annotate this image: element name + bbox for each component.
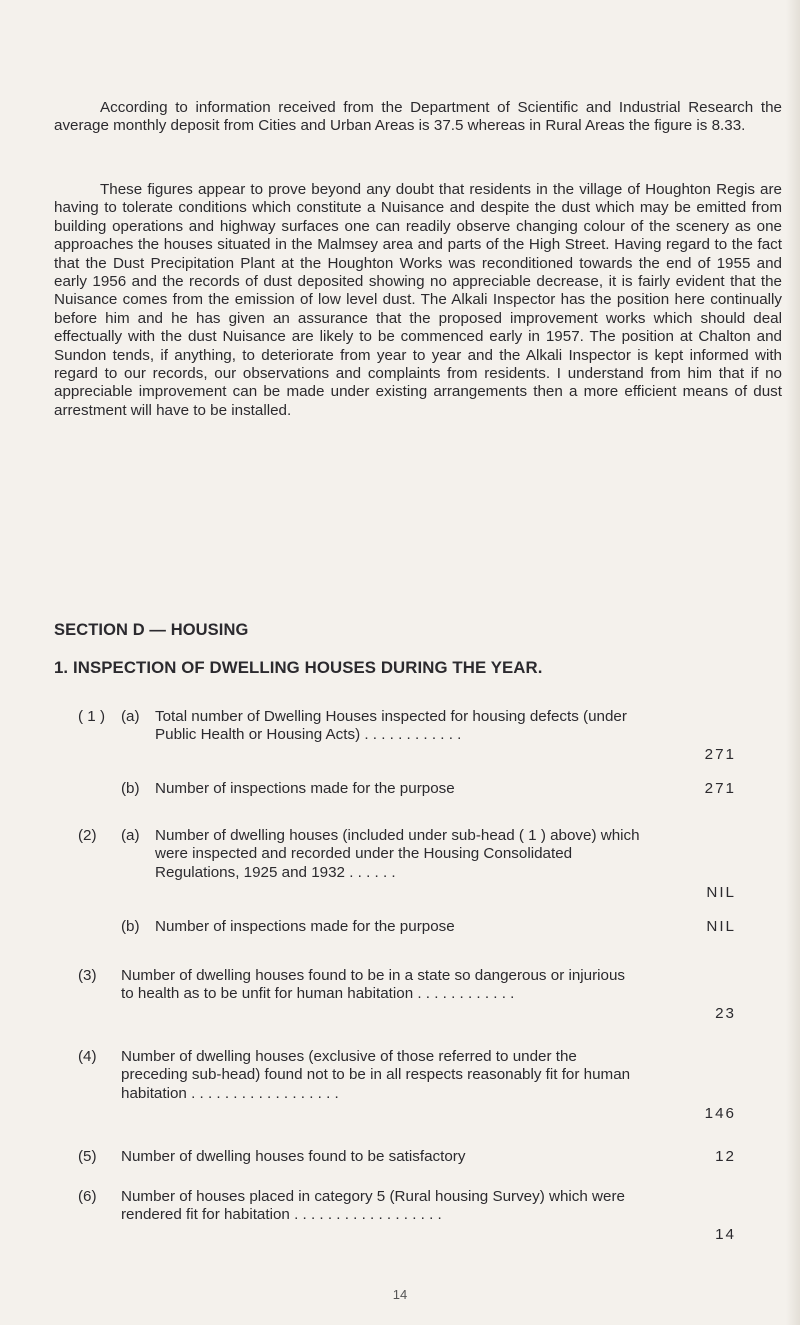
- item-text: Number of inspections made for the purpose: [155, 780, 455, 797]
- item-text: Number of houses placed in category 5 (Rural housing Survey) which were rendered fit for habitation . . . . . . . . . . . . . . . . . .: [121, 1188, 625, 1224]
- item-number: (2): [78, 827, 97, 844]
- item-value: 23: [715, 1005, 736, 1022]
- item-sublabel: (b): [121, 780, 140, 797]
- item-text: Total number of Dwelling Houses inspected for housing defects (under Public Health or Housing Acts) . . . . . . . . . . . .: [155, 708, 627, 744]
- list-item: [0, 827, 800, 907]
- item-sublabel: (b): [121, 918, 140, 935]
- item-number: (3): [78, 967, 97, 984]
- item-value: 146: [704, 1105, 736, 1122]
- item-value: 271: [704, 746, 736, 763]
- item-value: NIL: [706, 884, 736, 901]
- item-text: Number of dwelling houses (exclusive of those referred to under the preceding sub-head) found not to be in all respects reasonably fit for human habitation . . . . . . . . . . . . . . . . . .: [121, 1048, 631, 1102]
- list-item: [0, 780, 800, 800]
- list-item: [0, 967, 800, 1027]
- item-text: Number of dwelling houses found to be in a state so dangerous or injurious to health as to be unfit for human habitation . . . . . . . . . . . .: [121, 967, 626, 1003]
- item-value: 271: [704, 780, 736, 797]
- intro-paragraph-1: According to information received from the Department of Scientific and Industrial Research the average monthly deposit from Cities and Urban Areas is 37.5 whereas in Rural Areas the figure is 8.33.: [54, 99, 782, 135]
- intro-paragraph-2: These figures appear to prove beyond any doubt that residents in the village of Houghton Regis are having to tolerate conditions which constitute a Nuisance and despite the dust which may be emitted from building operations and highway surfaces one can readily observe changing colour of the scenery as one approaches the houses situated in the Malmsey area and parts of the High Street. Having regard to the fact that the Dust Precipitation Plant at the Houghton Works was reconditioned towards the end of 1955 and early 1956 and the records of dust deposited showing no appreciable decrease, it is fairly evident that the Nuisance comes from the emission of low level dust. The Alkali Inspector has the position here continually before him and he has given an assurance that the proposed improvement works which should deal effectually with the dust Nuisance are likely to be commenced early in 1957. The position at Chalton and Sundon tends, if anything, to deteriorate from year to year and the Alkali Inspector is kept informed with regard to our records, our observations and complaints from residents. I understand from him that if no appreciable improvement can be made under existing arrangements then a more efficient means of dust arrestment will have to be installed.: [54, 181, 782, 419]
- list-item: [0, 1048, 800, 1128]
- list-item: [0, 1188, 800, 1248]
- item-text: Number of inspections made for the purpose: [155, 918, 455, 935]
- item-number: (6): [78, 1188, 97, 1205]
- item-value: 12: [715, 1148, 736, 1165]
- item-number: (4): [78, 1048, 97, 1065]
- list-item: [0, 708, 800, 768]
- list-item: [0, 1148, 800, 1168]
- item-number: ( 1 ): [78, 708, 106, 725]
- subsection-heading: 1. INSPECTION OF DWELLING HOUSES DURING THE YEAR.: [54, 658, 543, 677]
- list-item: [0, 918, 800, 938]
- item-number: (5): [78, 1148, 97, 1165]
- page-number: 14: [392, 1287, 408, 1302]
- item-value: NIL: [706, 918, 736, 935]
- item-text: Number of dwelling houses (included under sub-head ( 1 ) above) which were inspected and recorded under the Housing Consolidated Regulations, 1925 and 1932 . . . . . .: [155, 827, 640, 881]
- section-heading: SECTION D — HOUSING: [54, 621, 249, 639]
- item-sublabel: (a): [121, 708, 140, 725]
- item-text: Number of dwelling houses found to be satisfactory: [121, 1148, 466, 1165]
- item-sublabel: (a): [121, 827, 140, 844]
- item-value: 14: [715, 1226, 736, 1243]
